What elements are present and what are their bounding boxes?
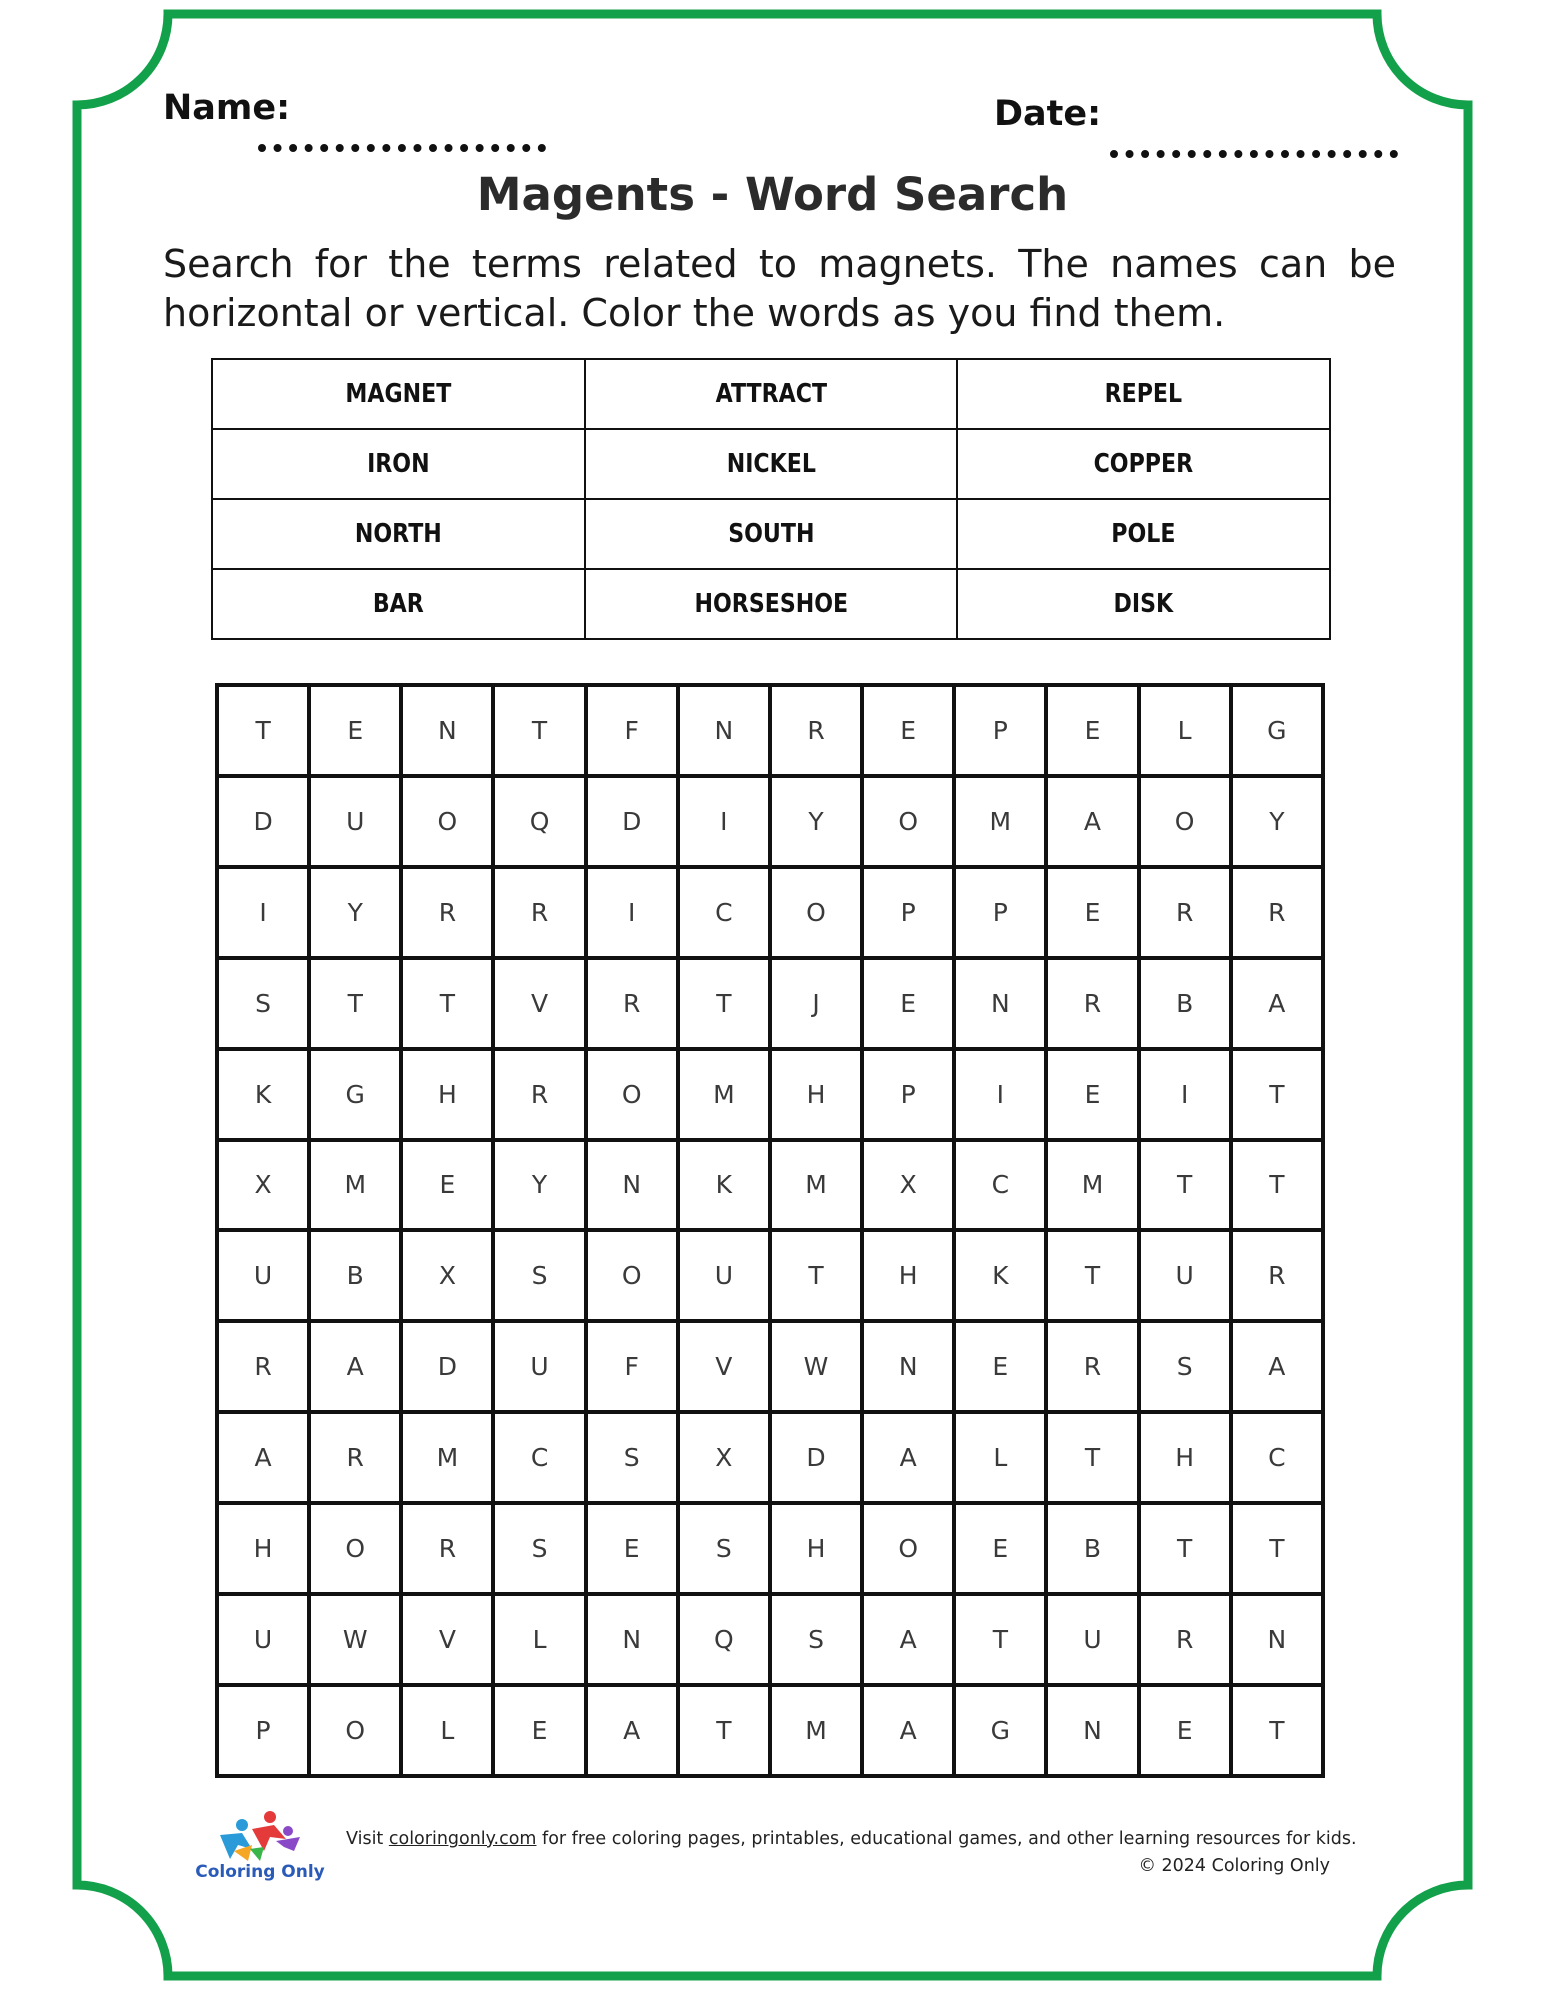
grid-cell[interactable]: Y [1231,776,1323,867]
grid-cell[interactable]: E [1046,685,1138,776]
grid-cell[interactable]: N [862,1321,954,1412]
grid-cell[interactable]: M [770,1140,862,1231]
grid-cell[interactable]: E [954,1503,1046,1594]
word-bank [211,358,1331,640]
grid-cell[interactable]: R [1139,867,1231,958]
grid-cell[interactable]: T [401,958,493,1049]
grid-cell[interactable]: G [1231,685,1323,776]
grid-cell[interactable]: A [1231,958,1323,1049]
grid-cell[interactable]: P [217,1685,309,1776]
grid-cell[interactable]: S [493,1230,585,1321]
grid-cell[interactable]: M [678,1049,770,1140]
coloringonly-link[interactable]: coloringonly.com [388,1829,537,1849]
people-icon [220,1811,300,1861]
grid-cell[interactable]: E [586,1503,678,1594]
grid-cell[interactable]: T [1231,1503,1323,1594]
grid-cell[interactable]: N [1046,1685,1138,1776]
grid-cell[interactable]: U [309,776,401,867]
grid-cell[interactable]: G [309,1049,401,1140]
word-bank-item: SOUTH [613,499,930,569]
grid-cell[interactable]: E [493,1685,585,1776]
grid-cell[interactable]: P [954,685,1046,776]
grid-cell[interactable]: L [493,1594,585,1685]
grid-cell[interactable]: T [770,1230,862,1321]
grid-cell[interactable]: O [309,1503,401,1594]
grid-cell[interactable]: R [217,1321,309,1412]
name-line[interactable] [258,144,546,152]
grid-cell[interactable]: J [770,958,862,1049]
grid-cell[interactable]: B [309,1230,401,1321]
grid-cell[interactable]: I [954,1049,1046,1140]
grid-cell[interactable]: O [309,1685,401,1776]
grid-cell[interactable]: R [401,1503,493,1594]
grid-cell[interactable]: E [862,958,954,1049]
grid-cell[interactable]: M [954,776,1046,867]
grid-cell[interactable]: T [1139,1140,1231,1231]
grid-cell[interactable]: H [401,1049,493,1140]
grid-cell[interactable]: T [954,1594,1046,1685]
grid-row [217,685,1323,776]
grid-cell[interactable]: U [1139,1230,1231,1321]
grid-cell[interactable]: D [217,776,309,867]
grid-cell[interactable]: M [309,1140,401,1231]
grid-cell[interactable]: T [309,958,401,1049]
grid-cell[interactable]: P [954,867,1046,958]
grid-cell[interactable]: V [401,1594,493,1685]
grid-cell[interactable]: S [586,1412,678,1503]
grid-row [217,1685,1323,1776]
grid-cell[interactable]: Y [309,867,401,958]
grid-cell[interactable]: A [862,1412,954,1503]
grid-cell[interactable]: T [1139,1503,1231,1594]
word-bank-item: NORTH [240,499,557,569]
word-bank-row [212,569,1330,639]
grid-cell[interactable]: S [217,958,309,1049]
grid-cell[interactable]: E [862,685,954,776]
grid-cell[interactable]: V [493,958,585,1049]
grid-cell[interactable]: C [678,867,770,958]
grid-cell[interactable]: U [1046,1594,1138,1685]
grid-cell[interactable]: R [309,1412,401,1503]
grid-cell[interactable]: X [678,1412,770,1503]
grid-cell[interactable]: N [1231,1594,1323,1685]
grid-cell[interactable]: D [770,1412,862,1503]
grid-cell[interactable]: A [1046,776,1138,867]
grid-cell[interactable]: R [586,958,678,1049]
grid-cell[interactable]: H [770,1049,862,1140]
grid-cell[interactable]: E [309,685,401,776]
grid-cell[interactable]: Q [493,776,585,867]
word-bank-item: MAGNET [240,359,557,429]
word-bank-item: IRON [240,429,557,499]
grid-row [217,867,1323,958]
grid-cell[interactable]: R [1139,1594,1231,1685]
grid-cell[interactable]: Y [770,776,862,867]
grid-cell[interactable]: M [1046,1140,1138,1231]
grid-row [217,1594,1323,1685]
grid-cell[interactable]: S [678,1503,770,1594]
grid-row [217,958,1323,1049]
footer [346,1826,1357,1880]
grid-cell[interactable]: O [586,1049,678,1140]
grid-cell[interactable]: T [1231,1049,1323,1140]
grid-cell[interactable]: A [309,1321,401,1412]
grid-cell[interactable]: X [217,1140,309,1231]
grid-cell[interactable]: C [493,1412,585,1503]
grid-cell[interactable]: T [493,685,585,776]
grid-cell[interactable]: K [954,1230,1046,1321]
word-bank-item: POLE [985,499,1302,569]
date-label: Date: [994,94,1102,134]
grid-cell[interactable]: D [586,776,678,867]
grid-cell[interactable]: F [586,1321,678,1412]
grid-cell[interactable]: H [770,1503,862,1594]
grid-cell[interactable]: A [862,1685,954,1776]
grid-cell[interactable]: O [401,776,493,867]
logo-text: Coloring Only [195,1862,325,1882]
grid-cell[interactable]: T [1231,1140,1323,1231]
grid-cell[interactable]: H [217,1503,309,1594]
grid-row [217,1503,1323,1594]
grid-cell[interactable]: S [493,1503,585,1594]
grid-cell[interactable]: T [678,958,770,1049]
grid-cell[interactable]: T [678,1685,770,1776]
word-bank-item: REPEL [985,359,1302,429]
grid-cell[interactable]: E [1139,1685,1231,1776]
word-bank-item: NICKEL [613,429,930,499]
word-bank-item: COPPER [985,429,1302,499]
grid-cell[interactable]: G [954,1685,1046,1776]
grid-cell[interactable]: T [1231,1685,1323,1776]
grid-cell[interactable]: T [217,685,309,776]
word-bank-item: BAR [240,569,557,639]
grid-row [217,1049,1323,1140]
grid-cell[interactable]: P [862,867,954,958]
grid-cell[interactable]: D [401,1321,493,1412]
word-bank-row [212,429,1330,499]
grid-cell[interactable]: V [678,1321,770,1412]
grid-cell[interactable]: A [586,1685,678,1776]
grid-cell[interactable]: R [1231,1230,1323,1321]
grid-cell[interactable]: C [954,1140,1046,1231]
grid-cell[interactable]: H [862,1230,954,1321]
grid-cell[interactable]: S [1139,1321,1231,1412]
grid-cell[interactable]: O [770,867,862,958]
instructions: Search for the terms related to magnets. The names can be horizontal or vertical. Color the words as you find them. [163,242,1396,335]
grid-cell[interactable]: P [862,1049,954,1140]
word-bank-item: HORSESHOE [613,569,930,639]
date-line[interactable] [1110,150,1398,158]
grid-cell[interactable]: M [770,1685,862,1776]
grid-cell[interactable]: R [493,1049,585,1140]
grid-cell[interactable]: I [586,867,678,958]
grid-cell[interactable]: L [1139,685,1231,776]
grid-cell[interactable]: O [862,1503,954,1594]
grid-cell[interactable]: X [862,1140,954,1231]
grid-cell[interactable]: U [217,1230,309,1321]
grid-row [217,1321,1323,1412]
grid-cell[interactable]: A [862,1594,954,1685]
grid-row [217,1230,1323,1321]
grid-cell[interactable]: N [401,685,493,776]
grid-cell[interactable]: W [770,1321,862,1412]
grid-cell[interactable]: U [493,1321,585,1412]
grid-cell[interactable]: W [309,1594,401,1685]
footer-visit-line [346,1826,1357,1853]
grid-cell[interactable]: F [586,685,678,776]
grid-cell[interactable]: S [770,1594,862,1685]
grid-cell[interactable]: E [1046,867,1138,958]
grid-cell[interactable]: K [678,1140,770,1231]
page-title: Magents - Word Search [476,168,1069,221]
grid-cell[interactable]: U [217,1594,309,1685]
grid-cell[interactable]: L [401,1685,493,1776]
grid-cell[interactable]: H [1139,1412,1231,1503]
grid-cell[interactable]: N [586,1140,678,1231]
grid-cell[interactable]: O [1139,776,1231,867]
grid-cell[interactable]: O [586,1230,678,1321]
copyright: © 2024 Coloring Only [1138,1856,1330,1876]
grid-cell[interactable]: T [1046,1412,1138,1503]
grid-cell[interactable]: Y [493,1140,585,1231]
grid-cell[interactable]: N [678,685,770,776]
grid-cell[interactable]: R [1231,867,1323,958]
grid-cell[interactable]: I [217,867,309,958]
grid-cell[interactable]: R [770,685,862,776]
grid-cell[interactable]: R [1046,1321,1138,1412]
footer-visit-prefix: Visit [346,1829,389,1849]
word-bank-row [212,359,1330,429]
grid-cell[interactable]: O [862,776,954,867]
grid-cell[interactable]: U [678,1230,770,1321]
grid-cell[interactable]: M [401,1412,493,1503]
grid-cell[interactable]: I [1139,1049,1231,1140]
footer-visit-suffix: for free coloring pages, printables, educational games, and other learning resources for kids. [536,1829,1357,1849]
grid-cell[interactable]: R [401,867,493,958]
grid-cell[interactable]: I [678,776,770,867]
name-label: Name: [163,88,291,128]
word-bank-item: ATTRACT [613,359,930,429]
grid-cell[interactable]: T [1046,1230,1138,1321]
grid-cell[interactable]: E [401,1140,493,1231]
grid-cell[interactable]: K [217,1049,309,1140]
grid-cell[interactable]: N [954,958,1046,1049]
grid-cell[interactable]: E [954,1321,1046,1412]
grid-cell[interactable]: A [1231,1321,1323,1412]
grid-cell[interactable]: B [1139,958,1231,1049]
word-bank-item: DISK [985,569,1302,639]
grid-cell[interactable]: E [1046,1049,1138,1140]
grid-cell[interactable]: N [586,1594,678,1685]
grid-cell[interactable]: X [401,1230,493,1321]
word-search-grid [215,683,1325,1778]
grid-cell[interactable]: Q [678,1594,770,1685]
word-bank-row [212,499,1330,569]
grid-row [217,1412,1323,1503]
grid-cell[interactable]: C [1231,1412,1323,1503]
grid-cell[interactable]: R [493,867,585,958]
grid-row [217,776,1323,867]
grid-cell[interactable]: R [1046,958,1138,1049]
grid-cell[interactable]: B [1046,1503,1138,1594]
grid-cell[interactable]: A [217,1412,309,1503]
grid-cell[interactable]: L [954,1412,1046,1503]
grid-row [217,1140,1323,1231]
